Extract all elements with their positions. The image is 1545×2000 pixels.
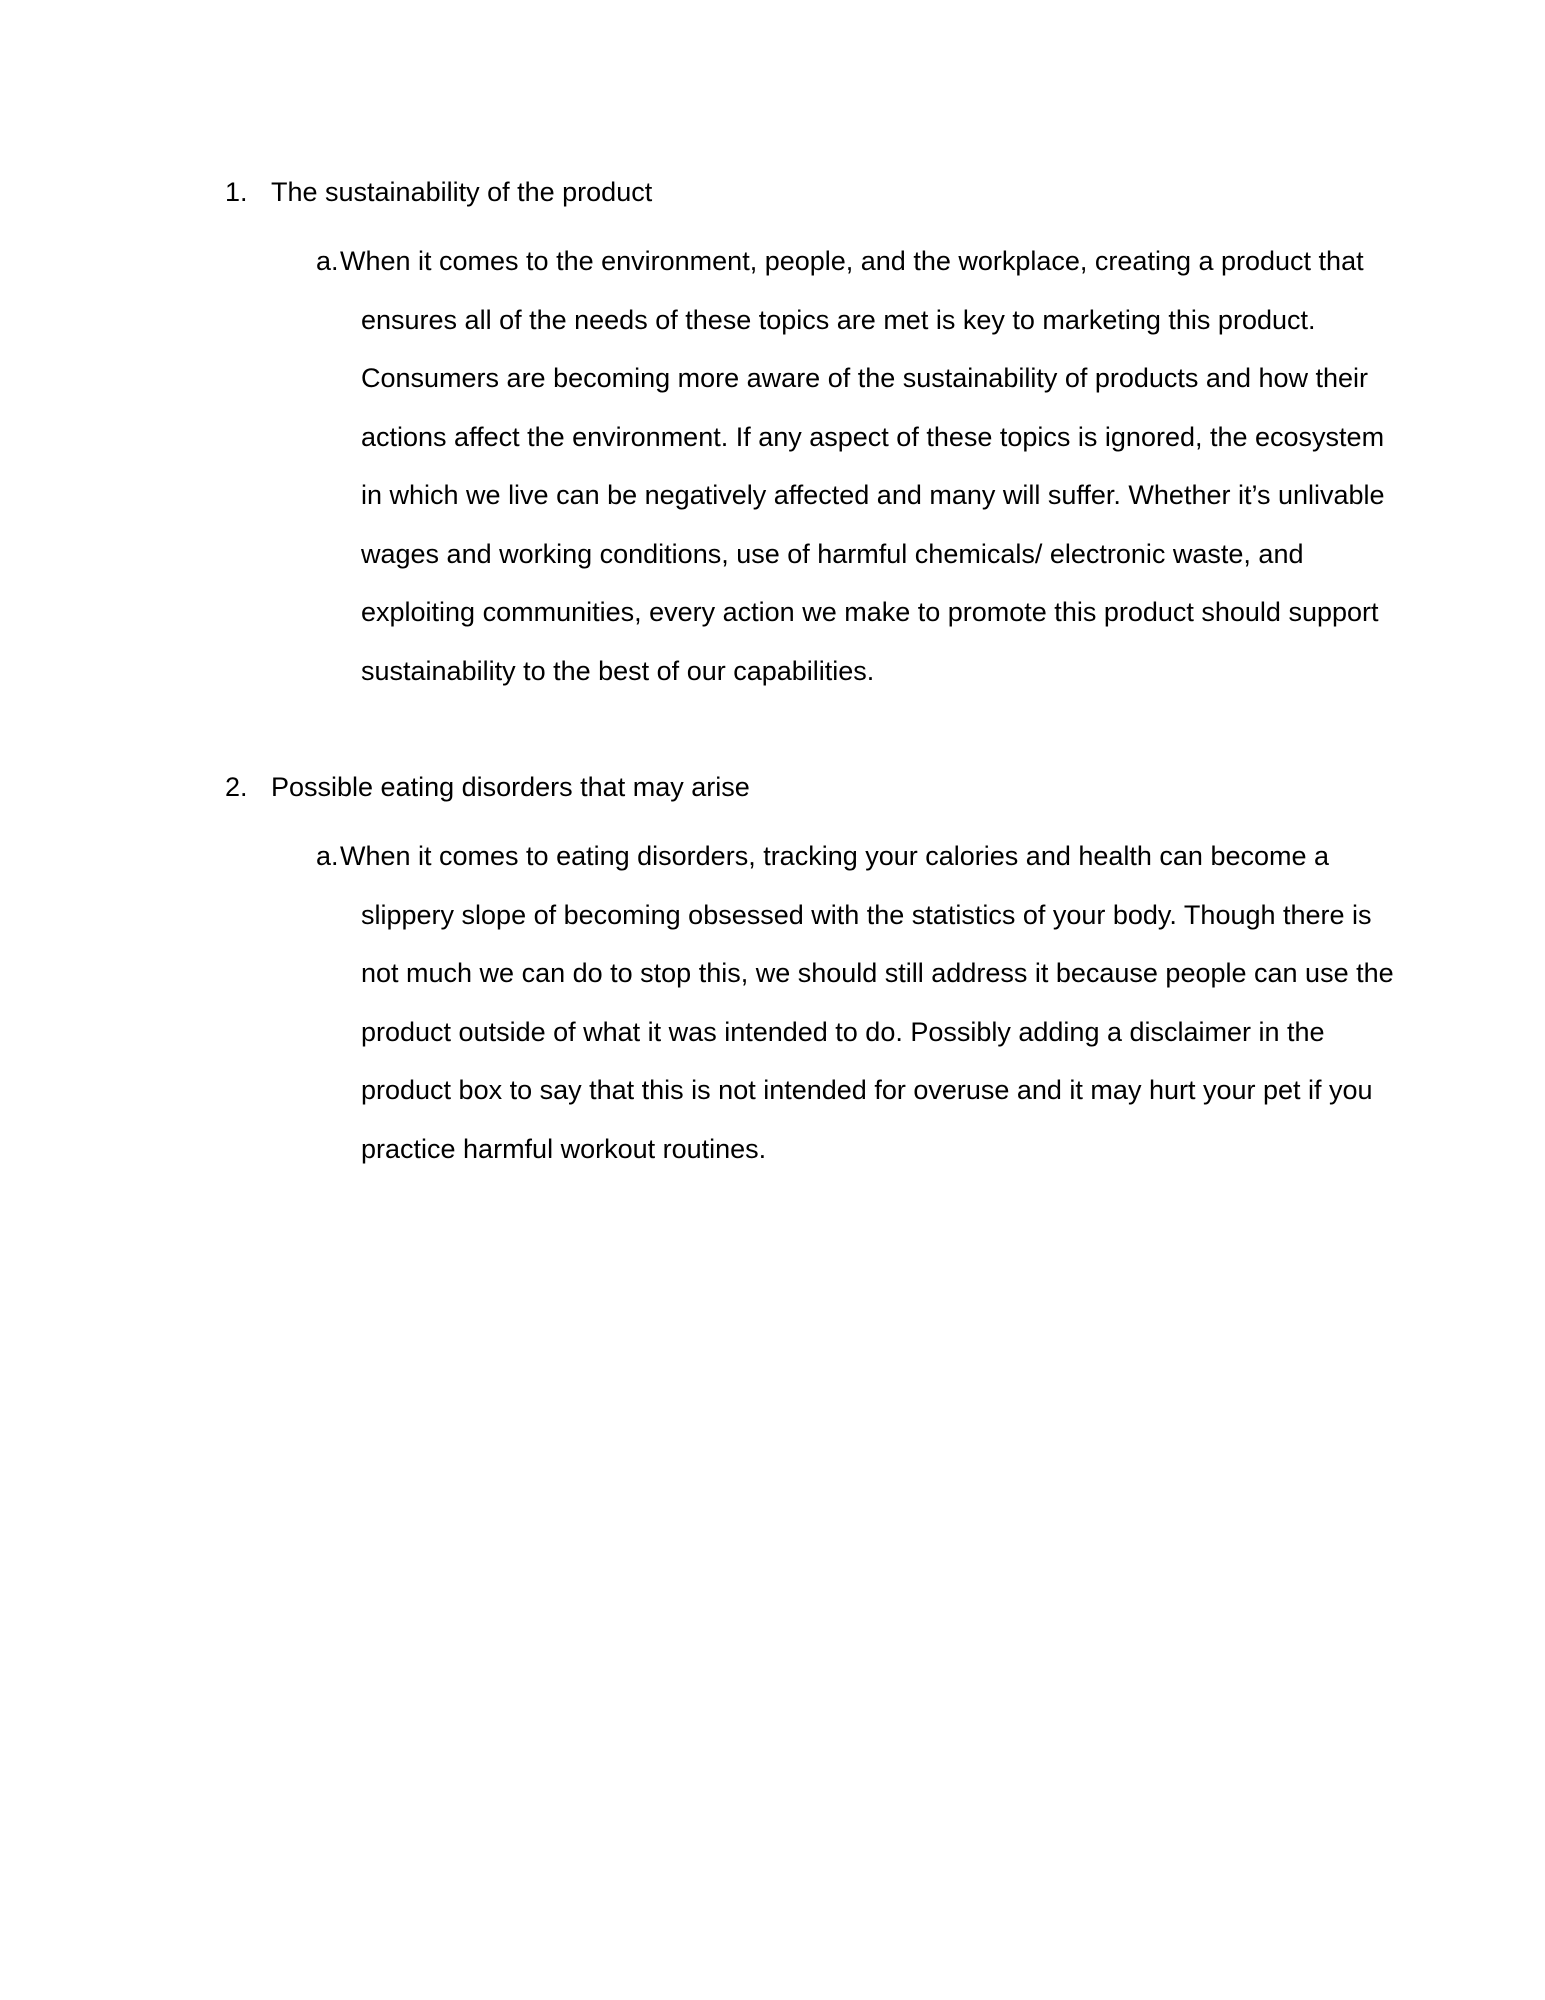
list-item-heading [0, 767, 1545, 807]
sub-item-text [316, 232, 1396, 700]
list-item-sustainability [0, 172, 1545, 686]
sub-item-text [316, 827, 1396, 1178]
list-item-title: Possible eating disorders that may arise [271, 772, 750, 802]
sub-item [316, 827, 1396, 1178]
sub-item-marker: a. [316, 246, 339, 276]
sub-item [316, 232, 1396, 700]
list-item-number: 2. [225, 772, 248, 802]
sub-item-marker: a. [316, 841, 339, 871]
sub-item-paragraph: When it comes to eating disorders, tracking your calories and health can become a slippery slope of becoming obsessed with the statistics of your body. Though there is not much we can do to stop this, we should still address it because people can use the product outside of what it was intended to do. Possibly adding a disclaimer in the product box to say that this is not intended for overuse and it may hurt your pet if you practice harmful workout routines. [340, 841, 1394, 1164]
list-item-number: 1. [225, 177, 248, 207]
list-item-eating-disorders [0, 767, 1545, 1164]
list-item-heading [0, 172, 1545, 212]
list-item-title: The sustainability of the product [271, 177, 653, 207]
sub-item-paragraph: When it comes to the environment, people, and the workplace, creating a product that ensures all of the needs of these topics are met is key to marketing this product. Consumers are becoming more aware of the sustainability of products and how their actions affect the environment. If any aspect of these topics is ignored, the ecosystem in which we live can be negatively affected and many will suffer. Whether it’s unlivable wages and working conditions, use of harmful chemicals/ electronic waste, and exploiting communities, every action we make to promote this product should support sustainability to the best of our capabilities. [340, 246, 1385, 686]
